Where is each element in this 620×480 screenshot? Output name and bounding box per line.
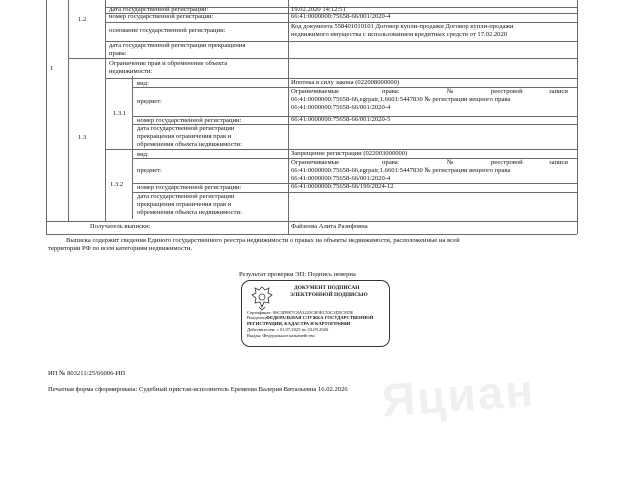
print-form-line: Печатная форма сформирована: Судебный пристав-исполнитель Еремеева Валерия Витальевна 16.02.2026 bbox=[48, 386, 348, 393]
kind-label: вид: bbox=[137, 80, 149, 87]
stamp-issued-line: Выдан: Федеральное казначейство bbox=[247, 333, 315, 338]
row-number-1-2: 1.2 bbox=[78, 16, 87, 23]
enc-date-label-line-3: обременения объекта недвижимости: bbox=[137, 141, 242, 148]
term-date-label-line-1: дата государственной регистрации прекращения bbox=[109, 42, 246, 49]
row-number-1-3-2: 1.3.2 bbox=[110, 181, 124, 188]
reg-date-value: 19.02.2020 14:12:51 bbox=[291, 6, 346, 13]
subject-label-2: предмет: bbox=[137, 167, 162, 174]
stamp-cert-line: Сертификат: 00C3D9E7C8A3225CB5EC53C3D5CEDE bbox=[247, 310, 354, 315]
enc-date-label-2-line-2: прекращения ограничения прав и bbox=[137, 201, 232, 208]
coat-of-arms-icon bbox=[250, 285, 274, 311]
watermark-logo: Яциан bbox=[380, 363, 537, 427]
subject-2-line-1d: реестровой bbox=[491, 159, 523, 166]
subject-1-line-3: 66:41:0000000:75658-66/001/2020-4 bbox=[291, 104, 391, 111]
kind-2-value: Запрещение регистрации (022003000000) bbox=[291, 150, 408, 157]
footer-note-line-2: территории РФ по всем категориям недвижимости. bbox=[48, 245, 192, 252]
row-number-1-3: 1.3 bbox=[78, 134, 87, 141]
enc-date-label-2-line-3: обременения объекта недвижимости: bbox=[137, 209, 242, 216]
row-number-1: 1 bbox=[50, 65, 54, 72]
subject-1-line-1b: права: bbox=[382, 88, 400, 95]
row-number-1-3-1: 1.3.1 bbox=[113, 110, 127, 117]
stamp-owner-line-1: ФЕДЕРАЛЬНАЯ СЛУЖБА ГОСУДАРСТВЕННОЙ bbox=[266, 315, 374, 320]
recipient-label: Получатель выписки: bbox=[90, 223, 151, 230]
basis-label: основание государственной регистрации: bbox=[109, 27, 226, 34]
subject-1-line-1a: Ограничиваемые bbox=[291, 88, 340, 95]
subject-1-line-2: 66:41:0000000:75658-66,egrpatr,1.6601:5447830 № регистрации вещного права bbox=[291, 96, 511, 103]
subject-2-line-1e: записи bbox=[549, 159, 568, 166]
e-signature-stamp bbox=[241, 280, 390, 347]
subject-2-line-1a: Ограничиваемые bbox=[291, 159, 340, 166]
term-date-label-line-2: права: bbox=[109, 50, 127, 57]
basis-value-line-2: недвижимого имущества с использованием кредитных средств от 17.02.2020 bbox=[291, 31, 508, 38]
basis-value-line-1: Код документа 558401010101 Договор купли-продажи Договор купли-продажи bbox=[291, 23, 514, 30]
restrictions-label-line-1: Ограничение прав и обременение объекта bbox=[109, 60, 228, 67]
enc-2-number-value: 66:41:0000000:75658-66/199/2024-12 bbox=[291, 183, 394, 190]
stamp-title-line-1: ДОКУМЕНТ ПОДПИСАН bbox=[294, 285, 360, 291]
stamp-title-line-2: ЭЛЕКТРОННОЙ ПОДПИСЬЮ bbox=[290, 292, 368, 298]
enc-date-label-line-1: дата государственной регистрации bbox=[137, 125, 235, 132]
footer-note-line-1: Выписка содержит сведения Единого государственного реестра недвижимости о правах на объекты недвижимости, расположенные на всей bbox=[66, 237, 460, 244]
subject-2-line-2: 66:41:0000000:75658-66,egrpatr,1.6601:5447830 № регистрации вещного права bbox=[291, 167, 511, 174]
stamp-valid-line: Действителен: с 01.07.2025 по 23.09.2026 bbox=[247, 327, 329, 332]
subject-label: предмет: bbox=[137, 98, 162, 105]
subject-1-line-1e: записи bbox=[549, 88, 568, 95]
subject-2-line-1c: № bbox=[447, 159, 454, 166]
kind-label-2: вид: bbox=[137, 151, 149, 158]
restrictions-label-line-2: недвижимости: bbox=[109, 68, 153, 75]
signature-check-result: Результат проверки ЭП: Подпись неверна bbox=[239, 271, 356, 278]
reg-number-label: номер государственной регистрации: bbox=[109, 13, 214, 20]
reg-date-label: дата государственной регистрации: bbox=[109, 6, 209, 13]
subject-1-line-1d: реестровой bbox=[491, 88, 523, 95]
recipient-value: Файзеева Алита Разифовна bbox=[291, 223, 368, 230]
subject-2-line-1b: права: bbox=[382, 159, 400, 166]
stamp-owner-prefix: Владелец: bbox=[247, 315, 267, 320]
stamp-owner-line-2: РЕГИСТРАЦИИ, КАДАСТРА И КАРТОГРАФИИ bbox=[247, 321, 351, 326]
subject-2-line-3: 66:41:0000000:75658-66/001/2020-4 bbox=[291, 175, 391, 182]
enc-number-label: номер государственной регистрации: bbox=[137, 117, 242, 124]
enc-number-label-2: номер государственной регистрации: bbox=[137, 184, 242, 191]
case-number: ИП № 803211/25/66006-ИП bbox=[48, 370, 126, 377]
enc-date-label-line-2: прекращения ограничения прав и bbox=[137, 133, 232, 140]
enc-date-label-2-line-1: дата государственной регистрации bbox=[137, 193, 235, 200]
subject-1-line-1c: № bbox=[447, 88, 454, 95]
reg-number-value: 66:41:0000000:75658-66/001/2020-4 bbox=[291, 13, 391, 20]
kind-1-value: Ипотека в силу закона (022008000000) bbox=[291, 79, 400, 86]
enc-1-number-value: 66:41:0000000:75658-66/001/2020-5 bbox=[291, 116, 391, 123]
